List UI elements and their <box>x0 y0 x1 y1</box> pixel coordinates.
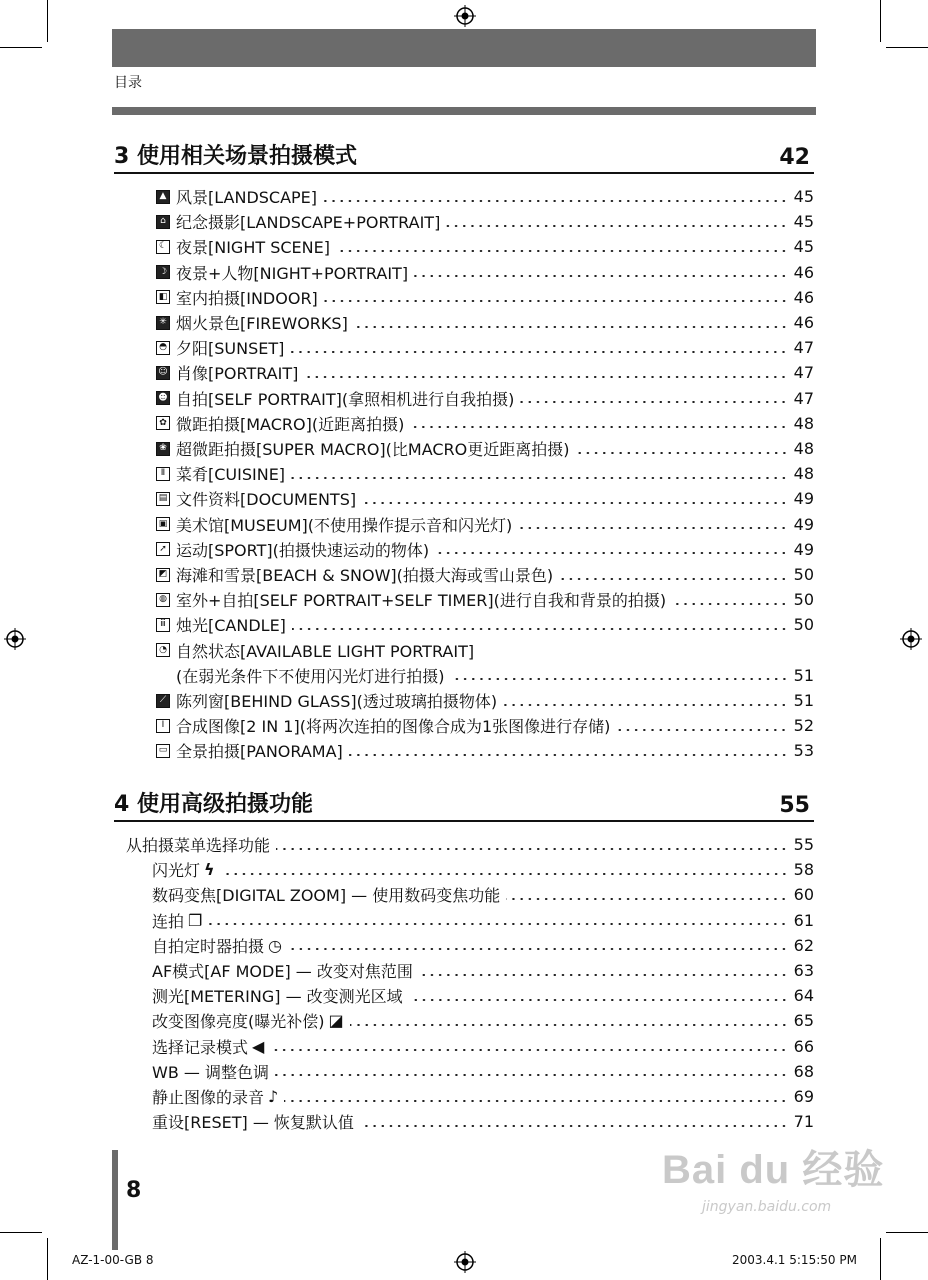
crop-mark <box>47 0 48 42</box>
toc-entry-label: 运动[SPORT](拍摄快速运动的物体) <box>176 540 430 560</box>
toc-entry[interactable] <box>156 738 814 763</box>
dot-leader <box>323 200 788 202</box>
dot-leader <box>291 477 788 479</box>
toc-entry[interactable] <box>152 1084 814 1109</box>
toc-entry-page: 50 <box>793 590 814 610</box>
toc-entry-page: 49 <box>793 514 814 534</box>
registration-mark-icon <box>4 628 26 650</box>
dot-leader <box>518 527 788 529</box>
toc-entry-page: 47 <box>793 363 814 383</box>
toc-entry-label: 闪光灯 <box>152 861 201 881</box>
dot-leader <box>409 999 788 1001</box>
toc-entry-page: 52 <box>793 716 814 736</box>
toc-entry-label: 室外+自拍[SELF PORTRAIT+SELF TIMER](进行自我和背景的拍摄) <box>176 591 667 611</box>
toc-entry-page: 65 <box>793 1011 814 1031</box>
toc-entry-page: 45 <box>793 212 814 232</box>
toc-entry-label: 自拍[SELF PORTRAIT](拿照相机进行自我拍摄) <box>176 389 515 409</box>
toc-entry-label: 合成图像[2 IN 1](将两次连拍的图像合成为1张图像进行存储) <box>176 717 611 737</box>
dot-leader <box>354 326 788 328</box>
toc-entry[interactable] <box>156 713 814 738</box>
macro-mode-icon: ✿ <box>156 416 170 430</box>
toc-entry-page: 46 <box>793 287 814 307</box>
toc-entry[interactable] <box>152 908 814 933</box>
toc-entry[interactable] <box>156 537 814 562</box>
section-heading <box>114 142 814 174</box>
candle-mode-icon: ⅲ <box>156 618 170 632</box>
continuous-shooting-icon: ❐ <box>188 910 203 930</box>
dot-leader <box>559 578 788 580</box>
toc-entry-page: 48 <box>793 439 814 458</box>
toc-entry-label: 纪念摄影[LANDSCAPE+PORTRAIT] <box>176 213 441 233</box>
print-timestamp: 2003.4.1 5:15:50 PM <box>732 1253 857 1267</box>
microphone-icon: ♪ <box>268 1087 279 1106</box>
toc-entry-label: 静止图像的录音 <box>152 1088 265 1107</box>
toc-entry-page: 71 <box>793 1112 814 1132</box>
toc-entry-label: 夜景[NIGHT SCENE] <box>176 238 330 258</box>
dot-leader <box>362 502 788 504</box>
toc-entry[interactable] <box>152 933 814 958</box>
toc-entry-page: 49 <box>793 489 814 509</box>
toc-entry-label: (在弱光条件下不使用闪光灯进行拍摄) <box>176 666 445 686</box>
behind-glass-mode-icon: ⟋ <box>156 694 170 708</box>
toc-entry-page: 48 <box>793 464 814 484</box>
toc-entry-page: 60 <box>793 885 814 905</box>
toc-entry-page: 47 <box>793 338 814 358</box>
toc-entry-label: 文件资料[DOCUMENTS] <box>176 490 357 510</box>
toc-entry-label: 陈列窗[BEHIND GLASS](透过玻璃拍摄物体) <box>176 692 498 711</box>
toc-entry-page: 46 <box>793 313 814 332</box>
dot-leader <box>451 678 789 680</box>
dot-leader <box>221 873 788 875</box>
header-bar <box>112 29 816 67</box>
night-scene-mode-icon: ☾ <box>156 240 170 254</box>
toc-entry[interactable] <box>152 1109 814 1134</box>
night-portrait-mode-icon: ☽ <box>156 265 170 279</box>
toc-entry-label: 夜景+人物[NIGHT+PORTRAIT] <box>176 263 409 283</box>
crop-mark <box>880 1238 881 1280</box>
toc-entry-page: 51 <box>793 691 814 710</box>
museum-mode-icon: ▣ <box>156 517 170 531</box>
toc-entry-page: 49 <box>793 539 814 559</box>
registration-mark-icon <box>454 1251 476 1273</box>
cuisine-mode-icon: Ⅱ <box>156 467 170 481</box>
toc-entry-label: 烛光[CANDLE] <box>176 616 286 636</box>
header-label: 目录 <box>114 75 142 91</box>
toc-entry-page: 62 <box>793 935 814 955</box>
toc-entry-page: 66 <box>793 1036 814 1056</box>
toc-entry-page: 45 <box>793 187 814 206</box>
dot-leader <box>270 1049 788 1051</box>
toc-entry-label: 测光[METERING] — 改变测光区域 <box>152 987 403 1007</box>
section-title: 3 使用相关场景拍摄模式 <box>114 144 357 169</box>
toc-entry[interactable] <box>156 436 814 461</box>
flash-icon: ϟ <box>204 860 215 880</box>
toc-entry-label: 菜肴[CUISINE] <box>176 465 286 485</box>
dot-leader <box>506 898 788 900</box>
toc-entry[interactable] <box>152 1059 814 1084</box>
toc-entry-page: 48 <box>793 413 814 433</box>
toc-entry[interactable] <box>152 882 814 907</box>
crop-mark <box>880 0 881 42</box>
dot-leader <box>208 923 788 925</box>
print-slug: AZ-1-00-GB 8 <box>72 1253 154 1267</box>
toc-entry[interactable] <box>152 1008 814 1033</box>
toc-entry-label: 连拍 <box>152 911 185 931</box>
dot-leader <box>446 225 788 227</box>
page-number: 8 <box>126 1178 142 1203</box>
toc-entry-label: 夕阳[SUNSET] <box>176 339 285 359</box>
toc-entry[interactable] <box>156 562 814 587</box>
toc-entry[interactable] <box>156 310 814 335</box>
portrait-mode-icon: ☺ <box>156 366 170 380</box>
dot-leader <box>520 401 788 403</box>
landscape-mode-icon: ▲ <box>156 190 170 204</box>
footer-bar <box>112 1150 118 1250</box>
exposure-compensation-icon: ◪ <box>328 1011 344 1031</box>
watermark-url: jingyan.baidu.com <box>702 1199 832 1215</box>
dot-leader <box>288 948 788 950</box>
toc-entry-label: 全景拍摄[PANORAMA] <box>176 742 343 762</box>
dot-leader <box>616 729 788 731</box>
toc-entry[interactable] <box>156 411 814 436</box>
toc-entry-label: 微距拍摄[MACRO](近距离拍摄) <box>176 414 405 434</box>
toc-entry[interactable] <box>152 958 814 983</box>
crop-mark <box>0 1232 42 1233</box>
dot-leader <box>360 1125 788 1127</box>
header-rule <box>112 107 816 115</box>
toc-entry-page: 50 <box>793 615 814 635</box>
self-timer-icon: ◷ <box>268 935 282 955</box>
toc-entry-page: 53 <box>793 741 814 761</box>
dot-leader <box>410 426 788 428</box>
dot-leader <box>350 1024 788 1026</box>
toc-entry[interactable] <box>156 663 814 688</box>
record-mode-icon: ◀ <box>252 1036 265 1056</box>
toc-entry[interactable] <box>156 360 814 385</box>
toc-entry-page: 46 <box>793 262 814 282</box>
toc-entry-label: 重设[RESET] — 恢复默认值 <box>152 1113 354 1133</box>
toc-entry-label: 风景[LANDSCAPE] <box>176 188 318 207</box>
toc-entry-page: 47 <box>793 388 814 408</box>
toc-entry[interactable] <box>152 1034 814 1059</box>
toc-entry[interactable] <box>156 184 814 209</box>
dot-leader <box>503 704 788 706</box>
watermark-brand: Bai du 经验 <box>662 1148 885 1192</box>
registration-mark-icon <box>900 628 922 650</box>
panorama-mode-icon: ▭ <box>156 744 170 758</box>
available-light-mode-icon: ◔ <box>156 643 170 657</box>
toc-entry-label: 烟火景色[FIREWORKS] <box>176 314 348 333</box>
fireworks-mode-icon: ✳ <box>156 316 170 330</box>
toc-entry-page: 58 <box>793 860 814 880</box>
crop-mark <box>47 1238 48 1280</box>
toc-entry[interactable] <box>156 512 814 537</box>
toc-entry[interactable] <box>156 486 814 511</box>
dot-leader <box>414 275 788 277</box>
toc-entry-page: 51 <box>793 665 814 685</box>
toc-entry-page: 69 <box>793 1087 814 1106</box>
toc-entry-page: 63 <box>793 961 814 980</box>
crop-mark <box>886 47 928 48</box>
dot-leader <box>276 848 788 850</box>
toc-entry[interactable] <box>156 688 814 713</box>
section-page: 42 <box>779 145 810 170</box>
dot-leader <box>304 376 788 378</box>
section-title: 4 使用高级拍摄功能 <box>114 792 313 817</box>
toc-entry-label: 从拍摄菜单选择功能 <box>126 836 271 855</box>
toc-entry[interactable] <box>152 857 814 882</box>
dot-leader <box>349 754 788 756</box>
toc-entry-label: 选择记录模式 <box>152 1037 249 1057</box>
toc-entry-label: 数码变焦[DIGITAL ZOOM] — 使用数码变焦功能 <box>152 886 501 906</box>
beach-snow-mode-icon: ◩ <box>156 568 170 582</box>
dot-leader <box>290 351 788 353</box>
toc-entry-label: 海滩和雪景[BEACH & SNOW](拍摄大海或雪山景色) <box>176 566 554 585</box>
dot-leader <box>324 300 788 302</box>
watermark <box>662 1138 884 1215</box>
toc-entry-label: 肖像[PORTRAIT] <box>176 364 299 384</box>
landscape-portrait-mode-icon: ⌂ <box>156 215 170 229</box>
toc-entry[interactable] <box>156 587 814 612</box>
toc-entry-label: AF模式[AF MODE] — 改变对焦范围 <box>152 962 413 981</box>
registration-mark-icon <box>454 5 476 27</box>
toc-entry-label: WB — 调整色调 <box>152 1062 269 1082</box>
toc-entry[interactable] <box>156 209 814 234</box>
toc-entry[interactable] <box>156 335 814 360</box>
dot-leader <box>284 1100 788 1102</box>
toc-entry-page: 55 <box>793 835 814 854</box>
toc-entry[interactable] <box>156 285 814 310</box>
toc-entry-label: 自然状态[AVAILABLE LIGHT PORTRAIT] <box>176 641 475 661</box>
sport-mode-icon: ➚ <box>156 542 170 556</box>
self-timer-outdoor-mode-icon: ◍ <box>156 593 170 607</box>
toc-entry-label: 超微距拍摄[SUPER MACRO](比MACRO更近距离拍摄) <box>176 440 570 459</box>
toc-entry[interactable] <box>156 386 814 411</box>
documents-mode-icon: ▤ <box>156 492 170 506</box>
toc-entry[interactable] <box>156 612 814 637</box>
sunset-mode-icon: ◓ <box>156 341 170 355</box>
dot-leader <box>292 628 788 630</box>
toc-entry[interactable] <box>156 260 814 285</box>
toc-entry-page: 64 <box>793 986 814 1006</box>
dot-leader <box>435 552 788 554</box>
crop-mark <box>886 1232 928 1233</box>
dot-leader <box>576 452 788 454</box>
dot-leader <box>419 974 788 976</box>
dot-leader <box>672 603 788 605</box>
toc-entry-label: 改变图像亮度(曝光补偿) <box>152 1012 325 1032</box>
toc-entry-label: 美术馆[MUSEUM](不使用操作提示音和闪光灯) <box>176 515 513 535</box>
two-in-one-mode-icon: Ⅰ <box>156 719 170 733</box>
section-page: 55 <box>779 793 810 818</box>
toc-entry-label: 自拍定时器拍摄 <box>152 936 265 956</box>
dot-leader <box>275 1074 788 1076</box>
indoor-mode-icon: ◧ <box>156 290 170 304</box>
toc-entry[interactable] <box>152 983 814 1008</box>
toc-entry-page: 50 <box>793 565 814 584</box>
section-heading <box>114 790 814 822</box>
toc-entry-page: 68 <box>793 1061 814 1081</box>
self-portrait-mode-icon: ☻ <box>156 391 170 405</box>
super-macro-mode-icon: ❀ <box>156 442 170 456</box>
toc-entry-label: 室内拍摄[INDOOR] <box>176 288 318 308</box>
toc-entry[interactable] <box>156 234 814 259</box>
toc-entry[interactable] <box>156 638 814 663</box>
crop-mark <box>0 47 42 48</box>
toc-entry[interactable] <box>156 461 814 486</box>
toc-entry-page: 45 <box>793 237 814 257</box>
toc-entry[interactable] <box>126 832 814 857</box>
toc-entry-page: 61 <box>793 910 814 930</box>
dot-leader <box>336 250 788 252</box>
